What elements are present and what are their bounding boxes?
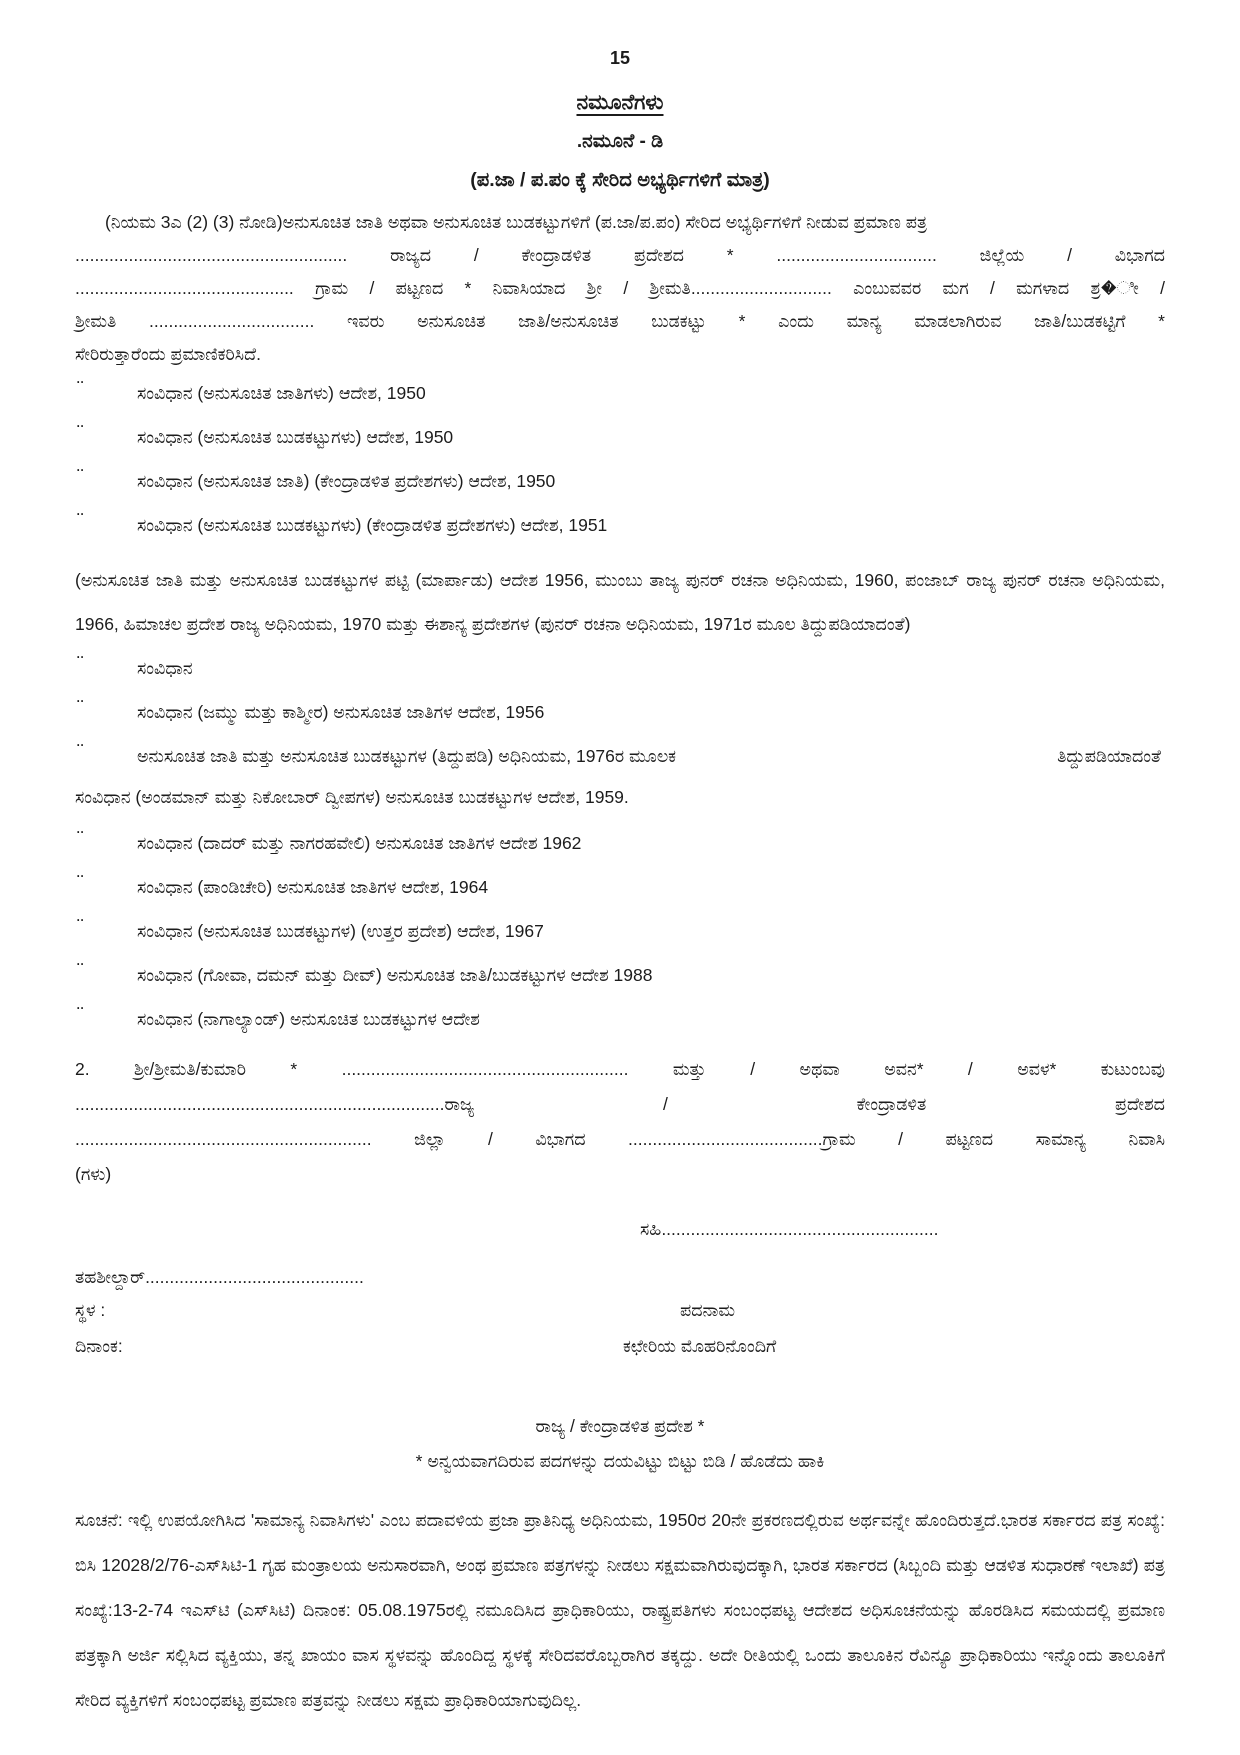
order-item-split xyxy=(75,741,1165,767)
designation-label: ಪದನಾಮ xyxy=(680,1300,736,1320)
order-item-text: ಸಂವಿಧಾನ (ಜಮ್ಮು ಮತ್ತು ಕಾಶ್ಮೀರ) ಅನುಸೂಚಿತ ಜಾತಿಗಳ ಆದೇಶ, 1956 xyxy=(137,702,545,722)
order-item xyxy=(75,697,1165,723)
order-item-text: ಅನುಸೂಚಿತ ಜಾತಿ ಮತ್ತು ಅನುಸೂಚಿತ ಬುಡಕಟ್ಟುಗಳ (ತಿದ್ದುಪಡಿ) ಅಧಿನಿಯಮ, 1976ರ ಮೂಲಕ xyxy=(137,746,677,766)
order-item xyxy=(75,422,1165,448)
order-item xyxy=(75,378,1165,404)
orders-list-2 xyxy=(75,653,1165,1030)
intro-line: (ನಿಯಮ 3ಎ (2) (3) ನೋಡಿ)ಅನುಸೂಚಿತ ಜಾತಿ ಅಥವಾ ಅನುಸೂಚಿತ ಬುಡಕಟ್ಟುಗಳಿಗೆ (ಪ.ಜಾ/ಪ.ಪಂ) ಸೇರಿದ ಅಭ್ಯರ್ಥಿಗಳಿಗೆ ನೀಡುವ ಪ್ರಮಾಣ ಪತ್ರ xyxy=(105,212,927,232)
order-item xyxy=(75,653,1165,679)
form-code: .ನಮೂನೆ - ಡಿ xyxy=(576,131,664,152)
orders-list-1 xyxy=(75,378,1165,536)
intro-line-blank-name: ಶ್ರೀಮತಿ .................................. ಇವರು ಅನುಸೂಚಿತ ಜಾತಿ/ಅನುಸೂಚಿತ ಬುಡಕಟ್ಟು * ಎಂದು ಮಾನ್ಯ ಮಾಡಲಾಗಿರುವ ಜಾತಿ/ಬುಡಕಟ್ಟಿಗೆ * xyxy=(75,311,1165,331)
order-item xyxy=(75,1004,1165,1030)
place-row xyxy=(75,1292,1165,1328)
order-item-text: ಸಂವಿಧಾನ (ಅನುಸೂಚಿತ ಬುಡಕಟ್ಟುಗಳು) (ಕೇಂದ್ರಾಡಳಿತ ಪ್ರದೇಶಗಳು) ಆದೇಶ, 1951 xyxy=(137,515,608,535)
signature-block xyxy=(75,1214,1165,1364)
order-item xyxy=(75,916,1165,942)
clause-2-line-state: ............................................................................ರಾಜ್ಯ / ಕೇಂದ್ರಾಡಳಿತ ಪ್ರದೇಶದ xyxy=(75,1094,1165,1114)
form-title-text: ನಮೂನೆಗಳು xyxy=(576,91,664,114)
bullet-marker-icon: ¨ xyxy=(77,916,85,938)
strike-out-note: * ಅನ್ವಯವಾಗದಿರುವ ಪದಗಳನ್ನು ದಯವಿಟ್ಟು ಬಿಟ್ಟು ಬಿಡಿ / ಹೊಡೆದು ಹಾಕಿ xyxy=(415,1451,825,1471)
bullet-marker-icon: ¨ xyxy=(77,741,85,763)
order-item xyxy=(75,960,1165,986)
place-label: ಸ್ಥಳ : xyxy=(75,1300,106,1320)
order-item-text: ಸಂವಿಧಾನ (ದಾದರ್ ಮತ್ತು ನಾಗರಹವೇಲಿ) ಅನುಸೂಚಿತ ಜಾತಿಗಳ ಆದೇಶ 1962 xyxy=(137,833,582,853)
order-item-continuation: ಸಂವಿಧಾನ (ಅಂಡಮಾನ್ ಮತ್ತು ನಿಕೋಬಾರ್ ದ್ವೀಪಗಳ) ಅನುಸೂಚಿತ ಬುಡಕಟ್ಟುಗಳ ಆದೇಶ, 1959. xyxy=(75,787,629,807)
document-header xyxy=(75,91,1165,192)
bullet-marker-icon: ¨ xyxy=(77,960,85,982)
bullet-marker-icon: ¨ xyxy=(77,378,85,400)
order-item xyxy=(75,466,1165,492)
form-subject: (ಪ.ಜಾ / ಪ.ಪಂ ಕ್ಕೆ ಸೇರಿದ ಅಭ್ಯರ್ಥಿಗಳಿಗೆ ಮಾತ್ರ) xyxy=(470,169,770,191)
bullet-marker-icon: ¨ xyxy=(77,828,85,850)
order-item-split-line xyxy=(137,745,1165,767)
date-row xyxy=(75,1328,1165,1364)
footnote-paragraph: ಸೂಚನೆ: ಇಲ್ಲಿ ಉಪಯೋಗಿಸಿದ 'ಸಾಮಾನ್ಯ ನಿವಾಸಿಗಳು' ಎಂಬ ಪದಾವಳಿಯ ಪ್ರಜಾ ಪ್ರಾತಿನಿಧ್ಯ ಅಧಿನಿಯಮ, 1950ರ 20ನೇ ಪ್ರಕರಣದಲ್ಲಿರುವ ಅರ್ಥವನ್ನೇ ಹೊಂದಿರುತ್ತದೆ.ಭಾರತ ಸರ್ಕಾರದ ಪತ್ರ ಸಂಖ್ಯೆ: ಬಿಸಿ 12028/2/76-ಎಸ್‌ಸಿಟಿ-1 ಗೃಹ ಮಂತ್ರಾಲಯ ಅನುಸಾರವಾಗಿ, ಅಂಥ ಪ್ರಮಾಣ ಪತ್ರಗಳನ್ನು ನೀಡಲು ಸಕ್ಷಮವಾಗಿರುವುದಕ್ಕಾಗಿ, ಭಾರತ ಸರ್ಕಾರದ (ಸಿಬ್ಬಂದಿ ಮತ್ತು ಆಡಳಿತ ಸುಧಾರಣೆ ಇಲಾಖೆ) ಪತ್ರ ಸಂಖ್ಯೆ:13-2-74 ಇಎಸ್‌ಟಿ (ಎಸ್‌ಸಿಟಿ) ದಿನಾಂಕ: 05.08.1975ರಲ್ಲಿ ನಮೂದಿಸಿದ ಪ್ರಾಧಿಕಾರಿಯು, ರಾಷ್ಟ್ರಪತಿಗಳು ಸಂಬಂಧಪಟ್ಟ ಆದೇಶದ ಅಧಿಸೂಚನೆಯನ್ನು ಹೊರಡಿಸಿದ ಸಮಯದಲ್ಲಿ ಪ್ರಮಾಣ ಪತ್ರಕ್ಕಾಗಿ ಅರ್ಜಿ ಸಲ್ಲಿಸಿದ ವ್ಯಕ್ತಿಯು, ತನ್ನ ಖಾಯಂ ವಾಸ ಸ್ಥಳವನ್ನು ಹೊಂದಿದ್ದ ಸ್ಥಳಕ್ಕೆ ಸೇರಿದವರೊಬ್ಬರಾಗಿರ ತಕ್ಕದ್ದು. ಅದೇ ರೀತಿಯಲ್ಲಿ ಒಂದು ತಾಲೂಕಿನ ರೆವಿನ್ಯೂ ಪ್ರಾಧಿಕಾರಿಯು ಇನ್ನೊಂದು ತಾಲೂಕಿಗೆ ಸೇರಿದ ವ್ಯಕ್ತಿಗಳಿಗೆ ಸಂಬಂಧಪಟ್ಟ ಪ್ರಮಾಣ ಪತ್ರವನ್ನು ನೀಡಲು ಸಕ್ಷಮ ಪ್ರಾಧಿಕಾರಿಯಾಗುವುದಿಲ್ಲ. xyxy=(75,1510,1165,1710)
bullet-marker-icon: ¨ xyxy=(77,422,85,444)
order-item-text: ಸಂವಿಧಾನ (ಅನುಸೂಚಿತ ಜಾತಿಗಳು) ಆದೇಶ, 1950 xyxy=(137,383,426,403)
order-item-tail: ತಿದ್ದುಪಡಿಯಾದಂತೆ xyxy=(1057,746,1161,766)
clause-2-paragraph xyxy=(75,1052,1165,1192)
order-item-text: ಸಂವಿಧಾನ (ಪಾಂಡಿಚೇರಿ) ಅನುಸೂಚಿತ ಜಾತಿಗಳ ಆದೇಶ, 1964 xyxy=(137,877,489,897)
state-ut-line: ರಾಜ್ಯ / ಕೇಂದ್ರಾಡಳಿತ ಪ್ರದೇಶ * xyxy=(535,1416,705,1436)
order-item-text: ಸಂವಿಧಾನ (ಅನುಸೂಚಿತ ಬುಡಕಟ್ಟುಗಳು) ಆದೇಶ, 1950 xyxy=(137,427,454,447)
tahsildar-line: ತಹಶೀಲ್ದಾರ್............................................. xyxy=(75,1267,364,1287)
clause-2-line-plural: (ಗಳು) xyxy=(75,1164,112,1184)
bullet-marker-icon: ¨ xyxy=(77,872,85,894)
page-number: 15 xyxy=(609,48,631,68)
bullet-marker-icon: ¨ xyxy=(77,697,85,719)
order-item xyxy=(75,872,1165,898)
order-item-text: ಸಂವಿಧಾನ (ಗೋವಾ, ದಮನ್ ಮತ್ತು ದೀವ್) ಅನುಸೂಚಿತ ಜಾತಿ/ಬುಡಕಟ್ಟುಗಳ ಆದೇಶ 1988 xyxy=(137,965,653,985)
order-item-text: ಸಂವಿಧಾನ (ಅನುಸೂಚಿತ ಜಾತಿ) (ಕೇಂದ್ರಾಡಳಿತ ಪ್ರದೇಶಗಳು) ಆದೇಶ, 1950 xyxy=(137,471,556,491)
clause-2-line-district: ............................................................. ಜಿಲ್ಲಾ / ವಿಭಾಗದ ........................................ಗ್ರಾಮ / ಪಟ್ಟಣದ ಸಾಮಾನ್ಯ ನಿವಾಸಿ xyxy=(75,1129,1165,1149)
bullet-marker-icon: ¨ xyxy=(77,466,85,488)
intro-paragraph xyxy=(75,206,1165,371)
amendment-paragraph: (ಅನುಸೂಚಿತ ಜಾತಿ ಮತ್ತು ಅನುಸೂಚಿತ ಬುಡಕಟ್ಟುಗಳ ಪಟ್ಟಿ (ಮಾರ್ಪಾಡು) ಆದೇಶ 1956, ಮುಂಬು ತಾಜ್ಯ ಪುನರ್ ರಚನಾ ಅಧಿನಿಯಮ, 1960, ಪಂಜಾಬ್ ರಾಜ್ಯ ಪುನರ್ ರಚನಾ ಅಧಿನಿಯಮ, 1966, ಹಿಮಾಚಲ ಪ್ರದೇಶ ರಾಜ್ಯ ಅಧಿನಿಯಮ, 1970 ಮತ್ತು ಈಶಾನ್ಯ ಪ್ರದೇಶಗಳ (ಪುನರ್ ರಚನಾ ಅಧಿನಿಯಮ, 1971ರ ಮೂಲ ತಿದ್ದುಪಡಿಯಾದಂತೆ) xyxy=(75,570,1165,634)
date-label: ದಿನಾಂಕ: xyxy=(75,1336,123,1356)
intro-line-certify: ಸೇರಿರುತ್ತಾರೆಂದು ಪ್ರಮಾಣಿಕರಿಸಿದೆ. xyxy=(75,344,261,364)
signature-line: ಸಹಿ......................................................... xyxy=(640,1219,939,1239)
intro-line-blank-village: ............................................. ಗ್ರಾಮ / ಪಟ್ಟಣದ * ನಿವಾಸಿಯಾದ ಶ್ರೀ / ಶ್ರೀಮತಿ............................. ಎಂಬುವವರ ಮಗ / ಮಗಳಾದ ಶ್ರ�ೀ / xyxy=(75,278,1165,298)
form-title xyxy=(75,91,1165,115)
order-item-text: ಸಂವಿಧಾನ (ನಾಗಾಲ್ಯಾಂಡ್) ಅನುಸೂಚಿತ ಬುಡಕಟ್ಟುಗಳ ಆದೇಶ xyxy=(137,1009,480,1029)
bullet-marker-icon: ¨ xyxy=(77,1004,85,1026)
order-item xyxy=(75,828,1165,854)
bullet-marker-icon: ¨ xyxy=(77,653,85,675)
order-item xyxy=(75,510,1165,536)
order-item-text: ಸಂವಿಧಾನ (ಅನುಸೂಚಿತ ಬುಡಕಟ್ಟುಗಳ) (ಉತ್ತರ ಪ್ರದೇಶ) ಆದೇಶ, 1967 xyxy=(137,921,544,941)
intro-line-blank-state: ........................................................ ರಾಜ್ಯದ / ಕೇಂದ್ರಾಡಳಿತ ಪ್ರದೇಶದ * ................................. ಜಿಲ್ಲೆಯ / ವಿಭಾಗದ xyxy=(75,245,1165,265)
bullet-marker-icon: ¨ xyxy=(77,510,85,532)
office-seal-label: ಕಛೇರಿಯ ಮೊಹರಿನೊಂದಿಗೆ xyxy=(623,1336,777,1356)
order-item-text: ಸಂವಿಧಾನ xyxy=(137,658,193,678)
clause-2-line: 2. ಶ್ರೀ/ಶ್ರೀಮತಿ/ಕುಮಾರಿ * ........................................................... ಮತ್ತು / ಅಥವಾ ಅವನ* / ಅವಳ* ಕುಟುಂಬವು xyxy=(75,1059,1165,1079)
